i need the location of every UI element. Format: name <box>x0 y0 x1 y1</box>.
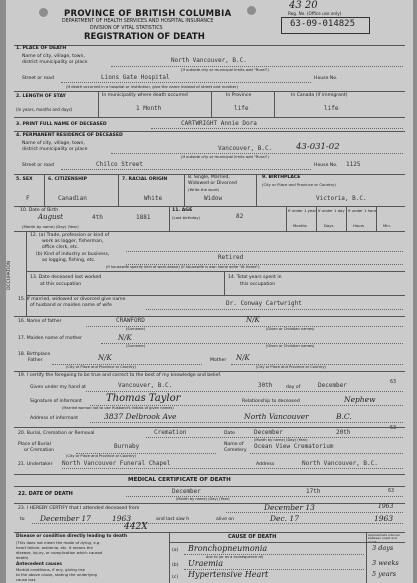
antecedent-note-3: cause last. <box>16 577 37 582</box>
place-of-death-value: North Vancouver, B.C. <box>171 57 247 64</box>
residence-heading: 4. PERMANENT RESIDENCE OF DECEASED <box>16 133 123 138</box>
stay-canada-label: In Canada (if immigrant) <box>291 93 348 98</box>
father-given-names: N/K <box>246 316 260 324</box>
length-of-stay-heading: 2. LENGTH OF STAY <box>16 94 66 99</box>
marital-label-2: Widowed or Divorced <box>188 181 237 186</box>
under-year-label: If under 1 year <box>288 208 317 213</box>
marital-value: Widow <box>204 195 223 202</box>
given-day: 30th <box>258 382 273 389</box>
burial-place-label: Place of Burial <box>18 442 51 447</box>
mother-given-sub: (Given or Christian names) <box>266 344 315 348</box>
birthplace-father-value: N/K <box>98 354 112 362</box>
form-title: REGISTRATION OF DEATH <box>84 32 205 42</box>
medical-certificate-heading: MEDICAL CERTIFICATE OF DEATH <box>128 477 231 483</box>
division-line: DIVISION OF VITAL STATISTICS <box>90 26 163 31</box>
last-worked-label-2: at this occupation <box>40 282 82 287</box>
days-label: Days <box>324 223 334 228</box>
handwritten-reference: 43 20 <box>289 0 318 11</box>
given-at-label: Given under my hand at <box>30 385 86 390</box>
residence-code-handwritten: 43-031-02 <box>296 142 340 152</box>
total-years-label-1: 14. Total years spent in <box>228 275 282 280</box>
date-of-birth-label: 10. Date of Birth <box>20 208 59 213</box>
birthplace-mother-value: N/K <box>236 354 250 362</box>
undertaker-value: North Vancouver Funeral Chapel <box>62 460 171 467</box>
date-of-death-label: 22. DATE OF DEATH <box>18 491 73 497</box>
death-day: 17th <box>306 488 321 495</box>
disposition-date-sub: (Month by name) (Day) (Year) <box>254 438 308 442</box>
marital-label-1: 8. Single, Married, <box>188 175 230 180</box>
birth-day: 4th <box>92 214 103 221</box>
place-label-2: district municipality or place <box>22 60 88 65</box>
marital-label-3: (Write the word) <box>188 187 219 192</box>
attended-to-date: December 17 <box>40 514 91 523</box>
birthplace-parents-label: 18. Birthplace <box>18 352 51 357</box>
onset-interval-label: Approximate interval between onset and death <box>368 533 400 544</box>
cemetery-label-2: Cemetery <box>224 448 247 453</box>
death-date-sub: (Month by name) (Day) (Year) <box>176 497 230 501</box>
last-saw-label: and last saw h <box>156 517 190 522</box>
burial-place-value: Burnaby <box>114 443 140 450</box>
street-label: Street or road <box>22 76 54 81</box>
birth-month: August <box>38 213 63 221</box>
trade-label-3: office clerk, etc. <box>42 245 79 250</box>
birthplace-value: Victoria, B.C. <box>316 195 367 202</box>
disposition-year: 63 <box>390 425 397 431</box>
mother-surname-sub: (Surname) <box>126 344 145 348</box>
father-surname: CRAWFORD <box>116 317 145 324</box>
mother-maiden-name: N/K <box>118 334 132 342</box>
undertaker-address: North Vancouver, B.C. <box>302 460 378 467</box>
age-label: 11. AGE <box>172 208 193 213</box>
cemetery-value: Ocean View Crematorium <box>254 443 334 450</box>
birthplace-father-sub: (City or Place and Province or Country) <box>66 365 136 369</box>
death-month: December <box>172 488 201 495</box>
direct-cause-note-2: heart failure, asthenia, etc. It means the <box>16 545 93 550</box>
total-years-label-2: this occupation <box>240 282 276 287</box>
occupation-side-label: OCCUPATION <box>7 260 12 290</box>
direct-cause-note-3: disease, injury, or complication which caused <box>16 550 103 555</box>
under-day-label: If under 1 day <box>318 208 345 213</box>
citizenship-value: Canadian <box>58 195 87 202</box>
day-of-label: day of <box>286 385 301 390</box>
industry-label-1: (b) Kind of industry or business, <box>36 252 110 257</box>
cause-a-value: Bronchopneumonia <box>188 544 268 553</box>
antecedent-note-1: Morbid conditions, if any, giving rise <box>16 567 85 572</box>
cause-c-label: (c) <box>172 575 179 580</box>
disposition-day: 20th <box>336 429 351 436</box>
last-worked-label-1: 13. Date deceased last worked <box>30 275 102 280</box>
birthplace-sub: (City or Place and Province or Country) <box>262 182 336 187</box>
due-to-label-1: due to (or as a consequence of) <box>206 555 264 559</box>
last-seen-year: 1963 <box>374 514 394 523</box>
direct-cause-note-1: (This does not mean the mode of dying, e.g. <box>16 540 101 545</box>
place-label: Name of city, village, town, <box>22 54 85 59</box>
given-month: December <box>318 382 347 389</box>
death-year: 63 <box>388 488 395 494</box>
cause-of-death-heading: CAUSE OF DEATH <box>228 534 277 540</box>
stay-canada-value: life <box>324 105 339 112</box>
cause-c-value: Hypertensive Heart <box>188 570 269 579</box>
punch-hole-left <box>39 8 48 17</box>
attended-to-label: to <box>20 517 25 522</box>
length-sub: (In years, months and days) <box>16 107 73 112</box>
house-label: House No. <box>314 76 338 81</box>
province-title: PROVINCE OF BRITISH COLUMBIA <box>64 9 232 19</box>
mother-label: 17. Maiden name of mother <box>18 336 83 341</box>
residence-house-value: 1125 <box>346 161 361 168</box>
residence-label-2: district municipality or place <box>22 147 88 152</box>
cause-a-duration: 3 days <box>372 544 394 552</box>
attendance-certify-label: 23. I HEREBY CERTIFY that I attended deceased from <box>18 506 140 511</box>
cemetery-label: Name of <box>224 442 244 447</box>
hours-label: Hours <box>353 223 365 228</box>
reg-no-label: Reg. No. (Office use only) <box>288 11 342 16</box>
birthplace-label: 9. BIRTHPLACE <box>262 175 301 180</box>
signature-note: (Married woman not to use Husband's initials of given names) <box>62 406 174 410</box>
under-hour-label: If under 1 hour <box>348 208 377 213</box>
death-registration-form <box>6 0 413 583</box>
citizenship-label: 6. CITIZENSHIP <box>48 177 88 182</box>
racial-origin-label: 7. RACIAL ORIGIN <box>122 177 168 182</box>
spouse-value: Dr. Conway Cartwright <box>226 300 302 307</box>
housewife-note: (If housewife specify kind of work above) (If housewife is own home write "At Home") <box>106 265 260 269</box>
informant-signature: Thomas Taylor <box>106 393 181 404</box>
signature-label: Signature of informant <box>30 399 82 404</box>
attended-from-year: 1963 <box>378 503 394 510</box>
attended-to-year: 1963 <box>112 514 132 523</box>
birthplace-father-label: Father <box>28 358 43 363</box>
birth-sub: (Month by name) (Day) (Year) <box>22 224 79 229</box>
punch-hole-right <box>247 6 256 15</box>
alive-on-label: alive on <box>216 517 235 522</box>
residence-city-value: Vancouver, B.C. <box>218 145 273 152</box>
cause-code-handwritten: 442X <box>124 522 148 532</box>
industry-value: Retired <box>218 254 244 261</box>
racial-origin-value: White <box>144 195 163 202</box>
stay-municipality-value: 1 Month <box>136 105 162 112</box>
informant-certification: 19. I certify the foregoing to be true and correct to the best of my knowledge and belief. <box>18 373 222 378</box>
department-line: DEPARTMENT OF HEALTH SERVICES AND HOSPITAL INSURANCE <box>62 19 214 24</box>
stay-municipality-label: In municipality where death occurred <box>102 93 188 98</box>
last-seen-date: Dec. 17 <box>270 514 299 523</box>
cause-c-duration: 5 years <box>372 570 397 578</box>
cause-a-label: (a) <box>172 548 179 553</box>
undertaker-label: 21. Undertaker <box>18 462 53 467</box>
direct-cause-label: Disease or condition directly leading to death <box>16 534 128 539</box>
residence-outside-note: (If outside city or municipal limits add "Rural") <box>181 154 269 159</box>
father-label: 16. Name of father <box>18 319 62 324</box>
disposition-label: 20. Burial, Cremation or Removal <box>18 431 95 436</box>
given-year: 63 <box>390 379 397 385</box>
months-label: Months <box>293 223 307 228</box>
cause-b-duration: 3 weeks <box>372 559 399 567</box>
trade-label-1: 12. (a) Trade, profession or kind of <box>30 233 110 238</box>
age-value: 82 <box>236 213 244 220</box>
undertaker-address-label: Address <box>256 462 275 467</box>
place-outside-note: (If outside city or municipal limits add "Rural") <box>181 67 269 72</box>
birth-year: 1881 <box>136 214 151 221</box>
sex-label: 5. SEX <box>16 177 33 182</box>
hospital-note: (If death occurred in a hospital or institution, give the name instead of street and number) <box>66 84 238 89</box>
cause-b-label: (b) <box>172 563 179 568</box>
direct-cause-note-4: death) <box>16 555 29 560</box>
burial-place-label-2: or Cremation <box>24 448 55 453</box>
disposition-month: December <box>254 429 283 436</box>
trade-label-2: work as logger, fisherman, <box>42 239 104 244</box>
father-given-sub: (Given or Christian names) <box>266 327 315 331</box>
given-at-place: Vancouver, B.C. <box>118 382 173 389</box>
relationship-value: Nephew <box>344 395 376 404</box>
industry-label-2: as logging, fishing, etc. <box>42 258 96 263</box>
residence-house-label: House No. <box>314 163 338 168</box>
deceased-name: CARTWRIGHT Annie Dora <box>181 120 257 127</box>
informant-address-province: B.C. <box>336 412 352 421</box>
birthplace-mother-sub: (City or Place and Province or Country) <box>256 365 326 369</box>
residence-label: Name of city, village, town, <box>22 141 85 146</box>
spouse-label-1: 15. If married, widowed or divorced give name <box>18 297 126 302</box>
antecedent-note-2: to the above cause, stating the underlying <box>16 572 97 577</box>
birthplace-mother-label: Mother <box>210 358 227 363</box>
minutes-label: Min. <box>383 223 391 228</box>
sex-value: F <box>26 195 30 202</box>
disposition-value: Cremation <box>154 429 187 436</box>
disposition-date-label: Date <box>224 431 235 436</box>
relationship-label: Relationship to deceased <box>242 399 300 404</box>
residence-street-label: Street or road <box>22 163 54 168</box>
full-name-heading: 3. PRINT FULL NAME OF DECEASED <box>16 122 107 127</box>
burial-place-sub: (City or Place and Province or Country) <box>66 454 136 458</box>
reg-no-value: 63-09-014825 <box>290 19 356 29</box>
attended-from-date: December 13 <box>264 503 315 512</box>
antecedent-label: Antecedent causes <box>16 562 62 567</box>
father-surname-sub: (Surname) <box>126 327 145 331</box>
place-of-death-heading: 1. PLACE OF DEATH <box>16 46 67 51</box>
informant-address-city: North Vancouver <box>244 412 309 421</box>
spouse-label-2: of husband or maiden name of wife <box>30 303 112 308</box>
stay-province-label: In Province <box>226 93 252 98</box>
informant-address-label: Address of informant <box>30 416 79 421</box>
residence-street-value: Chilco Street <box>96 161 143 168</box>
stay-province-value: life <box>234 105 249 112</box>
informant-address: 3837 Delbrook Ave <box>104 412 177 421</box>
cause-b-value: Uraemia <box>188 559 223 568</box>
street-value: Lions Gate Hospital <box>101 74 170 81</box>
age-sub: (Last birthday) <box>172 215 200 220</box>
